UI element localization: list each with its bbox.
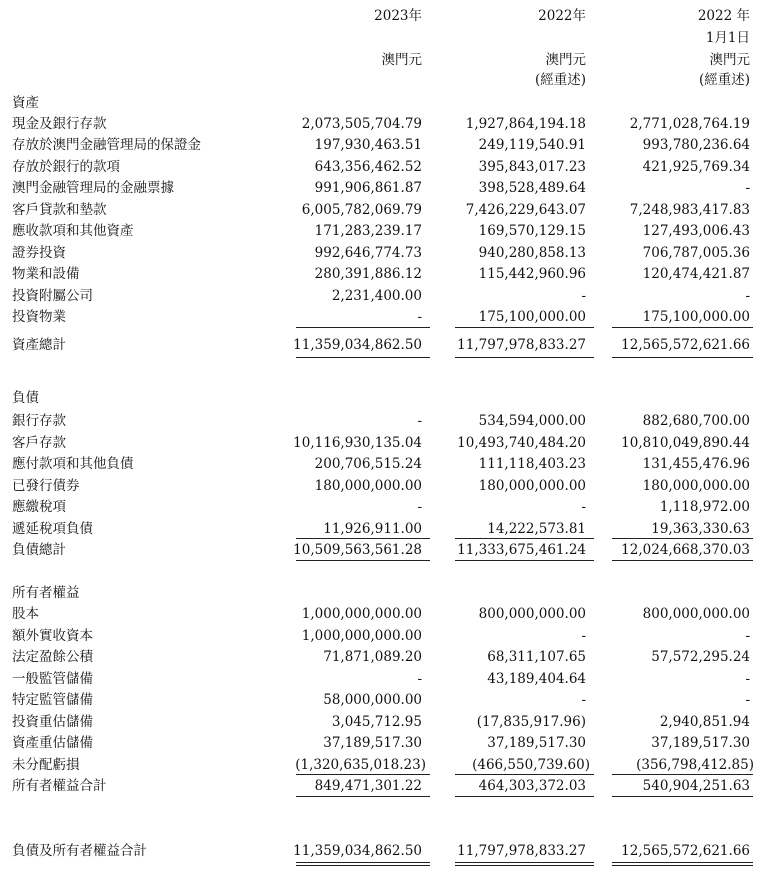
row-label: 投資物業 [12,309,66,325]
header-col2-unit: 澳門元 [545,52,586,68]
cell-2022-jan1: - [745,180,750,196]
cell-2022-jan1: 180,000,000.00 [642,478,750,494]
row-label: 存放於澳門金融管理局的保證金 [12,137,201,153]
cell-2022-jan1: 7,248,983,417.83 [629,202,750,218]
cell-2022-jan1: 706,787,005.36 [642,245,750,261]
cell-2023: 11,926,911.00 [323,521,422,537]
cell-2023: 2,231,400.00 [331,288,422,304]
total-2022: 11,797,978,833.27 [457,337,586,353]
cell-2022: 37,189,517.30 [487,735,586,751]
row-label: 股本 [12,606,39,622]
cell-2023: 1,000,000,000.00 [301,628,422,644]
subtotal-rule [296,774,430,775]
cell-2022-jan1: 882,680,700.00 [642,413,750,429]
row-label: 已發行債券 [12,478,80,494]
row-label: 應收款項和其他資產 [12,223,134,239]
grand-total-2022: 11,797,978,833.27 [457,843,586,859]
cell-2023: 71,871,089.20 [323,649,422,665]
row-label: 澳門金融管理局的金融票據 [12,180,174,196]
cell-2022: 398,528,489.64 [478,180,586,196]
total-2023: 849,471,301.22 [314,778,422,794]
cell-2023: 991,906,861.87 [314,180,422,196]
cell-2023: 37,189,517.30 [323,735,422,751]
row-label: 應繳稅項 [12,499,66,515]
cell-2023: 2,073,505,704.79 [301,116,422,132]
total-rule [612,796,753,797]
total-rule [612,357,753,358]
cell-2022: 111,118,403.23 [478,456,586,472]
cell-2022: (466,550,739.60) [472,757,590,773]
cell-2023: 58,000,000.00 [323,692,422,708]
cell-2022: 1,927,864,194.18 [465,116,586,132]
row-label: 客戶貸款和墊款 [12,202,107,218]
cell-2022-jan1: 1,118,972.00 [659,499,750,515]
cell-2022: 395,843,017.23 [478,159,586,175]
total-2022: 464,303,372.03 [478,778,586,794]
cell-2022: 43,189,404.64 [487,671,586,687]
subtotal-rule [612,327,753,328]
cell-2022-jan1: 120,474,421.87 [642,266,750,282]
cell-2022-jan1: - [745,692,750,708]
cell-2022-jan1: 993,780,236.64 [642,137,750,153]
cell-2022: 115,442,960.96 [478,266,586,282]
cell-2022: 940,280,858.13 [478,245,586,261]
total-label-equity: 所有者權益合計 [12,778,107,794]
cell-2022-jan1: 37,189,517.30 [651,735,750,751]
total-rule [296,560,430,561]
cell-2022: 180,000,000.00 [478,478,586,494]
row-label: 應付款項和其他負債 [12,456,134,472]
row-label: 遞延稅項負債 [12,521,93,537]
cell-2022-jan1: 19,363,330.63 [651,521,750,537]
section-title-liabilities: 負債 [12,390,39,406]
total-rule [455,357,594,358]
total-2022-jan1: 540,904,251.63 [642,778,750,794]
subtotal-rule [455,774,594,775]
row-label: 投資重估儲備 [12,714,93,730]
total-2022-jan1: 12,024,668,370.03 [621,542,750,558]
cell-2022: 10,493,740,484.20 [457,435,586,451]
cell-2023: 180,000,000.00 [314,478,422,494]
row-label: 額外實收資本 [12,628,93,644]
cell-2022-jan1: 2,771,028,764.19 [629,116,750,132]
cell-2022: 175,100,000.00 [478,309,586,325]
cell-2023: - [417,499,422,515]
cell-2022-jan1: - [745,671,750,687]
header-col3-note: (經重述) [698,72,750,88]
cell-2022-jan1: - [745,288,750,304]
total-rule [455,796,594,797]
subtotal-rule [612,774,753,775]
header-col2-year: 2022年 [538,8,586,24]
cell-2023: 200,706,515.24 [314,456,422,472]
row-label: 特定監管儲備 [12,692,93,708]
subtotal-rule [455,538,594,539]
cell-2022-jan1: 421,925,769.34 [642,159,750,175]
cell-2023: 280,391,886.12 [314,266,422,282]
cell-2022-jan1: 127,493,006.43 [642,223,750,239]
header-col3-unit: 澳門元 [709,52,750,68]
cell-2022-jan1: (356,798,412.85) [636,757,754,773]
row-label: 資產重估儲備 [12,735,93,751]
section-title-assets: 資產 [12,95,39,111]
cell-2023: 992,646,774.73 [314,245,422,261]
cell-2023: 3,045,712.95 [331,714,422,730]
header-col3-date: 1月1日 [705,30,750,46]
row-label: 物業和設備 [12,266,80,282]
cell-2022-jan1: 175,100,000.00 [642,309,750,325]
total-rule [296,796,430,797]
grand-total-label: 負債及所有者權益合計 [12,843,147,859]
cell-2022: (17,835,917.96) [476,714,586,730]
total-rule [612,560,753,561]
cell-2022: - [581,288,586,304]
cell-2022-jan1: 131,455,476.96 [642,456,750,472]
cell-2022: 68,311,107.65 [487,649,586,665]
row-label: 一般監管儲備 [12,671,93,687]
total-2022: 11,333,675,461.24 [457,542,586,558]
row-label: 證券投資 [12,245,66,261]
row-label: 未分配虧損 [12,757,80,773]
cell-2022: - [581,628,586,644]
cell-2023: 6,005,782,069.79 [301,202,422,218]
subtotal-rule [612,538,753,539]
cell-2023: 1,000,000,000.00 [301,606,422,622]
row-label: 投資附屬公司 [12,288,93,304]
total-2022-jan1: 12,565,572,621.66 [621,337,750,353]
header-col1-unit: 澳門元 [381,52,422,68]
subtotal-rule [296,538,430,539]
cell-2022: 249,119,540.91 [478,137,586,153]
row-label: 存放於銀行的款項 [12,159,120,175]
section-title-equity: 所有者權益 [12,585,80,601]
cell-2022-jan1: 57,572,295.24 [651,649,750,665]
header-col2-note: (經重述) [534,72,586,88]
cell-2022: - [581,692,586,708]
grand-total-rule [296,862,430,863]
total-2023: 10,509,563,561.28 [293,542,422,558]
total-label-assets: 資產總計 [12,337,66,353]
cell-2023: (1,320,635,018.23) [295,757,426,773]
cell-2023: - [417,413,422,429]
grand-total-2022-jan1: 12,565,572,621.66 [621,843,750,859]
cell-2022-jan1: 2,940,851.94 [659,714,750,730]
cell-2023: 643,356,462.52 [314,159,422,175]
grand-total-double-rule [612,865,753,866]
subtotal-rule [455,327,594,328]
cell-2022-jan1: 10,810,049,890.44 [621,435,750,451]
cell-2023: - [417,671,422,687]
cell-2022: 169,570,129.15 [478,223,586,239]
total-label-liabilities: 負債總計 [12,542,66,558]
grand-total-double-rule [296,865,430,866]
subtotal-rule [296,327,430,328]
row-label: 銀行存款 [12,413,66,429]
cell-2022: 14,222,573.81 [487,521,586,537]
total-rule [455,560,594,561]
header-col1-year: 2023年 [374,8,422,24]
header-col3-year: 2022 年 [697,8,750,24]
cell-2023: 197,930,463.51 [314,137,422,153]
cell-2022: 7,426,229,643.07 [465,202,586,218]
cell-2023: - [417,309,422,325]
cell-2022: - [581,499,586,515]
row-label: 客戶存款 [12,435,66,451]
cell-2022-jan1: 800,000,000.00 [642,606,750,622]
total-rule [296,357,430,358]
cell-2022-jan1: - [745,628,750,644]
grand-total-rule [612,862,753,863]
total-2023: 11,359,034,862.50 [293,337,422,353]
grand-total-2023: 11,359,034,862.50 [293,843,422,859]
cell-2022: 800,000,000.00 [478,606,586,622]
row-label: 法定盈餘公積 [12,649,93,665]
grand-total-double-rule [455,865,594,866]
cell-2022: 534,594,000.00 [478,413,586,429]
cell-2023: 171,283,239.17 [314,223,422,239]
row-label: 現金及銀行存款 [12,116,107,132]
grand-total-rule [455,862,594,863]
cell-2023: 10,116,930,135.04 [293,435,422,451]
